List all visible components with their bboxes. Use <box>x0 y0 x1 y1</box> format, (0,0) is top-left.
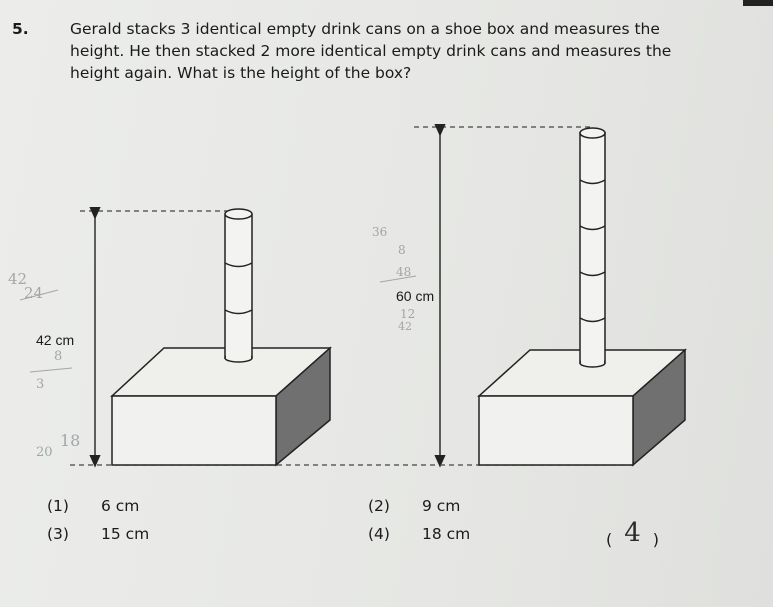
scribble: 8 <box>54 349 63 364</box>
scribble: 36 <box>372 225 388 239</box>
right-can-stack <box>580 128 605 367</box>
scribble: 24 <box>24 284 44 302</box>
question-line: height. He then stacked 2 more identical empty drink cans and measures the <box>70 42 672 60</box>
option-text: 9 cm <box>422 497 461 515</box>
box-front <box>112 396 276 465</box>
question-line: height again. What is the height of the box? <box>70 64 412 82</box>
right-figure <box>414 127 685 465</box>
box-front <box>479 396 633 465</box>
option-number: (2) <box>368 497 390 515</box>
scribble: 3 <box>36 377 45 392</box>
option-text: 6 cm <box>101 497 140 515</box>
option-3[interactable] <box>47 525 149 543</box>
scribble: 18 <box>60 431 81 450</box>
answer-open-paren: ( <box>606 530 613 549</box>
left-height-label: 42 cm <box>36 332 75 348</box>
scribble: 8 <box>398 243 406 257</box>
option-text: 18 cm <box>422 525 471 543</box>
left-can-stack <box>225 209 252 362</box>
scribble: 48 <box>396 265 412 279</box>
scribble: 42 <box>398 320 412 333</box>
scribble: 12 <box>400 307 416 321</box>
option-number: (3) <box>47 525 69 543</box>
scribble: 42 <box>8 270 28 288</box>
question-line: Gerald stacks 3 identical empty drink cans on a shoe box and measures the <box>70 20 660 38</box>
handwritten-answer: 4 <box>624 518 641 548</box>
scribble: 20 <box>36 445 53 460</box>
answer-close-paren: ) <box>652 530 660 549</box>
left-figure <box>70 209 440 465</box>
option-1[interactable] <box>47 497 139 515</box>
option-4[interactable] <box>368 525 470 543</box>
option-2[interactable] <box>368 497 460 515</box>
option-text: 15 cm <box>101 525 150 543</box>
option-number: (4) <box>368 525 390 543</box>
right-height-label: 60 cm <box>396 288 435 304</box>
option-number: (1) <box>47 497 69 515</box>
question-number: 5. <box>12 20 29 38</box>
answer-bracket[interactable] <box>606 518 660 552</box>
